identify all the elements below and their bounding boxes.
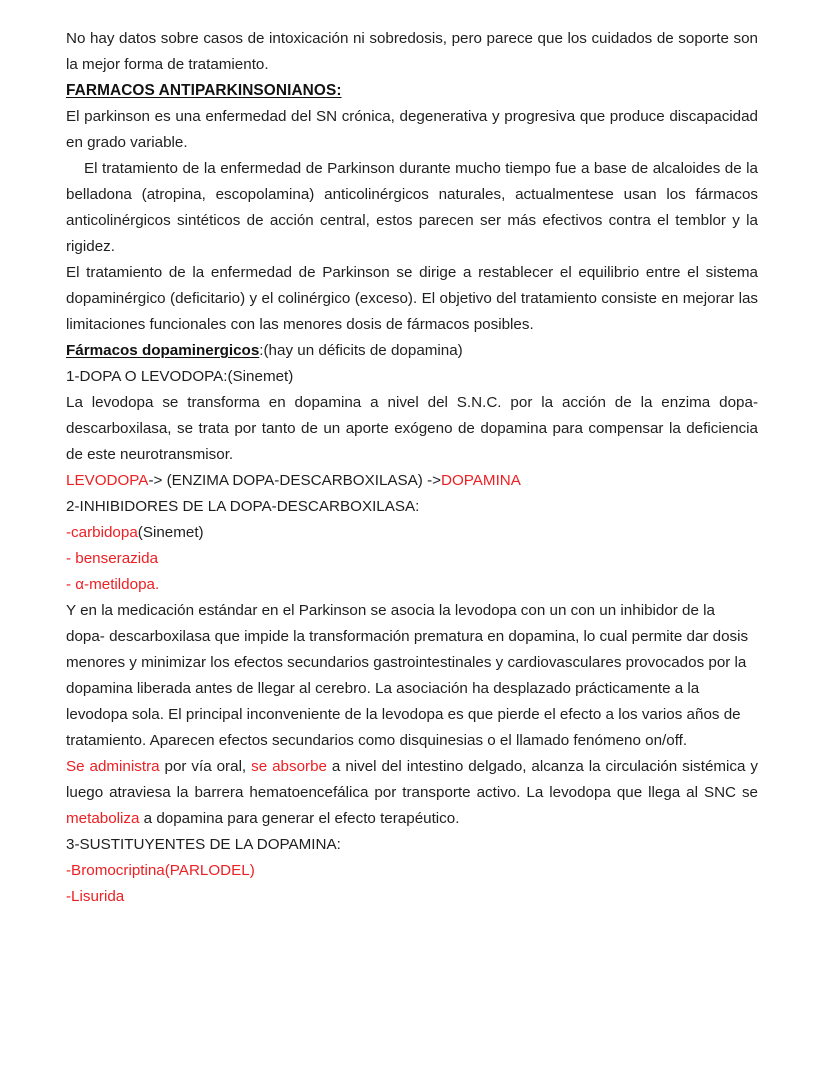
paragraph-pharmacokinetics: [66, 754, 758, 832]
reaction-line: [66, 468, 758, 494]
list-item: -Lisurida: [66, 888, 125, 905]
item-1-title: 1-DOPA O LEVODOPA:(Sinemet): [66, 368, 294, 385]
inhibitor-name: -carbidopa: [66, 524, 138, 541]
pk-metaboliza: metaboliza: [66, 810, 140, 827]
page-title: FARMACOS ANTIPARKINSONIANOS:: [66, 82, 342, 99]
paragraph-objective: El tratamiento de la enfermedad de Parkinson se dirige a restablecer el equilibrio entre el sistema dopaminérgico (deficitario) y el colinérgico (exceso). El objetivo del tratamiento consiste en mejorar las limitaciones funcionales con las menores dosis de fármacos posibles.: [66, 264, 758, 333]
paragraph-association: Y en la medicación estándar en el Parkinson se asocia la levodopa con un con un inhibidor de la dopa- descarboxilasa que impide la transformación prematura en dopamina, lo cual permite dar dosis menores y minimizar los efectos secundarios gastrointestinales y cardiovasculares provocados por la dopamina liberada antes de llegar al cerebro. La asociación ha desplazado prácticamente a la levodopa sola. El principal inconveniente de la levodopa es que pierde el efecto a los varios años de tratamiento. Aparecen efectos secundarios como disquinesias o el llamado fenómeno on/off.: [66, 602, 749, 749]
pk-absorbe: se absorbe: [251, 758, 327, 775]
pk-text-3: a dopamina para generar el efecto terapéutico.: [139, 810, 460, 827]
paragraph-definition: El parkinson es una enfermedad del SN crónica, degenerativa y progresiva que produce discapacidad en grado variable.: [66, 108, 758, 151]
reaction-reactant: LEVODOPA: [66, 472, 149, 489]
item-2-title: 2-INHIBIDORES DE LA DOPA-DESCARBOXILASA:: [66, 498, 420, 515]
pk-text-2: a nivel del intestino delgado, alcanza la circulación sistémica y luego atraviesa la barrera hematoencefálica por transporte activo. La levodopa que llega al SNC se: [66, 758, 758, 801]
pk-administra: Se administra: [66, 758, 160, 775]
paragraph-history: El tratamiento de la enfermedad de Parkinson durante mucho tiempo fue a base de alcaloides de la belladona (atropina, escopolamina) anticolinérgicos naturales, actualmentese usan los fármacos anticolinérgicos sintéticos de acción central, estos parecen ser más efectivos contra el temblor y la rigidez.: [66, 160, 758, 255]
list-item: -Bromocriptina(PARLODEL): [66, 862, 255, 879]
intro-paragraph: No hay datos sobre casos de intoxicación ni sobredosis, pero parece que los cuidados de soporte son la mejor forma de tratamiento.: [66, 30, 758, 73]
list-item: [66, 546, 758, 572]
inhibitor-name: - α-metildopa.: [66, 576, 160, 593]
document-body: [66, 26, 758, 910]
reaction-product: DOPAMINA: [441, 472, 521, 489]
pk-text-1: por vía oral,: [159, 758, 252, 775]
item-3-title: 3-SUSTITUYENTES DE LA DOPAMINA:: [66, 836, 341, 853]
subheading-dopaminergicos-rest: :(hay un déficits de dopamina): [259, 342, 463, 359]
subheading-dopaminergicos-line: [66, 338, 758, 364]
inhibitor-brand: (Sinemet): [137, 524, 204, 541]
paragraph-levodopa: La levodopa se transforma en dopamina a nivel del S.N.C. por la acción de la enzima dopa-descarboxilasa, se trata por tanto de un aporte exógeno de dopamina para compensar la deficiencia de este neurotransmisor.: [66, 394, 758, 463]
inhibitor-name: - benserazida: [66, 550, 159, 567]
reaction-arrow-middle: -> (ENZIMA DOPA-DESCARBOXILASA) ->: [148, 472, 441, 489]
list-item: [66, 572, 758, 598]
subheading-dopaminergicos: Fármacos dopaminergicos: [66, 342, 260, 359]
list-item: [66, 520, 758, 546]
